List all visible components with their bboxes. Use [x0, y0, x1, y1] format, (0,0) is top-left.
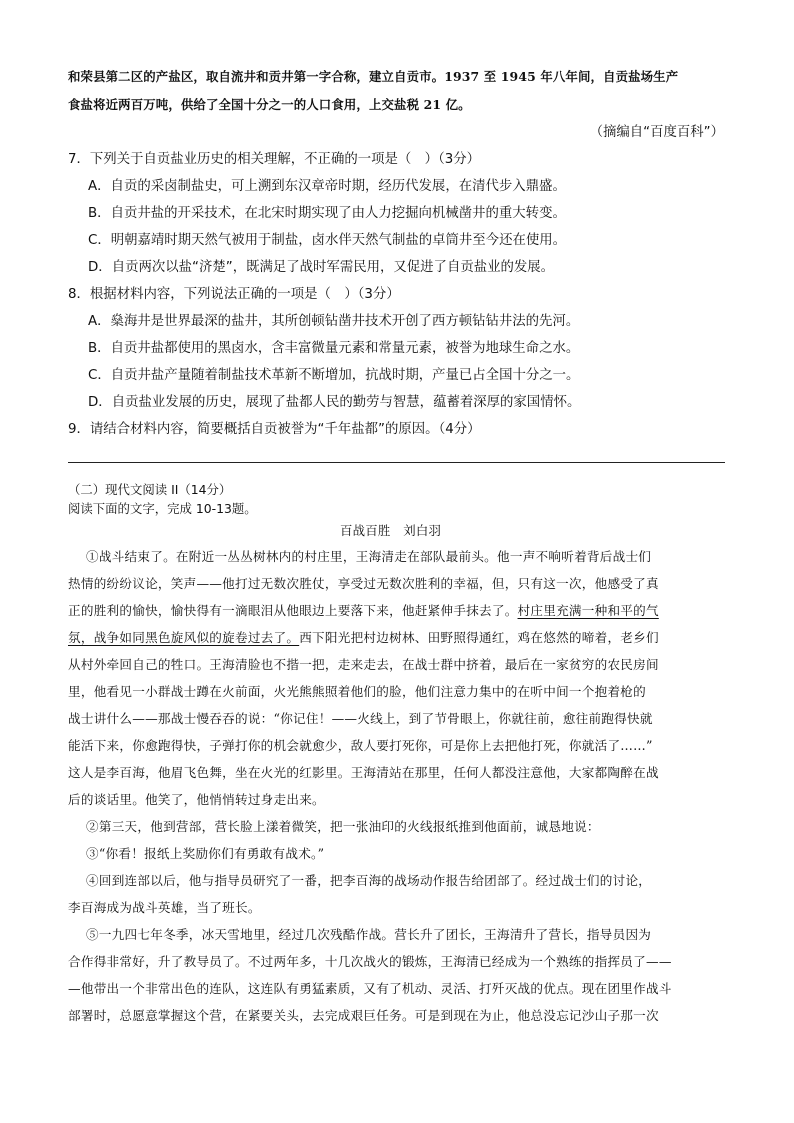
- question-8-option-c: C．自贡井盐产量随着制盐技术革新不断增加，抗战时期，产量已占全国十分之一。: [88, 368, 580, 383]
- paragraph-5-line: 合作得非常好，升了教导员了。不过两年多，十几次战火的锻炼，王海清已经成为一个熟练的指挥员了——: [68, 954, 672, 969]
- section-divider: [68, 462, 725, 463]
- paragraph-5-line: ⑤一九四七年冬季，冰天雪地里，经过几次残酷作战。营长升了团长，王海清升了营长，指导员因为: [86, 927, 652, 942]
- question-9-stem: 9．请结合材料内容，简要概括自贡被誉为“千年盐都”的原因。（4分）: [68, 422, 481, 437]
- paragraph-4-line: 李百海成为战斗英雄，当了班长。: [68, 900, 261, 915]
- paragraph-5-line: —他带出一个非常出色的连队，这连队有勇猛素质，又有了机动、灵活、打歼灭战的优点。现在团里作战斗: [68, 981, 672, 996]
- question-8-option-d: D．自贡盐业发展的历史，展现了盐都人民的勤劳与智慧，蕴蓄着深厚的家国情怀。: [88, 395, 581, 410]
- paragraph-1-line: 后的谈话里。他笑了，他悄悄转过身走出来。: [68, 792, 325, 807]
- paragraph-1-line: 这人是李百海，他眉飞色舞，坐在火光的红影里。王海清站在那里，任何人都没注意他，大家都陶醉在战: [68, 765, 659, 780]
- section-instruction: 阅读下面的文字，完成 10-13题。: [68, 501, 257, 516]
- paragraph-1-line: 热情的纷纷议论，笑声——他打过无数次胜仗，享受过无数次胜利的幸福，但，只有这一次，他感受了真: [68, 576, 659, 591]
- paragraph-1-line: [68, 629, 659, 646]
- question-8-option-a: A．燊海井是世界最深的盐井，其所创顿钻凿井技术开创了西方顿钻钻井法的先河。: [88, 314, 580, 329]
- paragraph-1-line: 里，他看见一小群战士蹲在火前面，火光熊熊照着他们的脸，他们注意力集中的在听中间一个抱着枪的: [68, 684, 646, 699]
- story-title: 百战百胜 刘白羽: [340, 523, 442, 538]
- paragraph-2: ②第三天，他到营部，营长脸上漾着微笑，把一张油印的火线报纸推到他面前，诚恳地说：: [86, 819, 600, 834]
- section-heading: （二）现代文阅读 II（14分）: [68, 482, 232, 497]
- intro-line: 和荣县第二区的产盐区，取自流井和贡井第一字合称，建立自贡市。1937 至 1945 年八年间，自贡盐场生产: [68, 69, 679, 84]
- paragraph-1-line: ①战斗结束了。在附近一丛丛树林内的村庄里，王海清走在部队最前头。他一声不响听着背后战士们: [86, 549, 652, 564]
- paragraph-1-line: 从村外牵回自己的牲口。王海清脸也不揩一把，走来走去，在战士群中挤着，最后在一家贫穷的农民房间: [68, 657, 659, 672]
- paragraph-1-text: 正的胜利的愉快，愉快得有一滴眼泪从他眼边上要落下来，他赶紧伸手抹去了。: [68, 603, 518, 618]
- question-7-stem: 7．下列关于自贡盐业历史的相关理解，不正确的一项是（ ）（3分）: [68, 152, 481, 167]
- paragraph-4-line: ④回到连部以后，他与指导员研究了一番，把李百海的战场动作报告给团部了。经过战士们的讨论，: [86, 873, 652, 888]
- paragraph-5-line: 部署时，总愿意掌握这个营，在紧要关头，去完成艰巨任务。可是到现在为止，他总没忘记沙山子那一次: [68, 1008, 659, 1023]
- question-7-option-a: A．自贡的采卤制盐史，可上溯到东汉章帝时期，经历代发展，在清代步入鼎盛。: [88, 179, 566, 194]
- question-8-stem: 8．根据材料内容，下列说法正确的一项是（ ）（3分）: [68, 287, 400, 302]
- question-7-option-d: D．自贡两次以盐“济楚”，既满足了战时军需民用，又促进了自贡盐业的发展。: [88, 260, 555, 275]
- intro-line: 食盐将近两百万吨，供给了全国十分之一的人口食用，上交盐税 21 亿。: [68, 97, 471, 112]
- question-7-option-b: B．自贡井盐的开采技术，在北宋时期实现了由人力挖掘向机械凿井的重大转变。: [88, 206, 566, 221]
- question-7-option-c: C．明朝嘉靖时期天然气被用于制盐，卤水伴天然气制盐的卓筒井至今还在使用。: [88, 233, 567, 248]
- underlined-sentence: 村庄里充满一种和平的气: [517, 603, 659, 618]
- paragraph-1-text: 西下阳光把村边树林、田野照得通红，鸡在悠然的啼着，老乡们: [299, 630, 659, 645]
- underlined-sentence: 氛，战争如同黑色旋风似的旋卷过去了。: [68, 630, 300, 645]
- paragraph-1-line: 战士讲什么——那战士慢吞吞的说：“你记住！——火线上，到了节骨眼上，你就往前，愈往前跑得快就: [68, 711, 653, 726]
- paragraph-3: ③“你看！报纸上奖励你们有勇敢有战术。”: [86, 846, 325, 861]
- source-citation: （摘编自“百度百科”）: [589, 125, 724, 140]
- question-8-option-b: B．自贡井盐都使用的黑卤水，含丰富微量元素和常量元素，被誉为地球生命之水。: [88, 341, 580, 356]
- paragraph-1-line: 能活下来，你愈跑得快，子弹打你的机会就愈少，敌人要打死你，可是你上去把他打死，你就活了……”: [68, 738, 653, 753]
- paragraph-1-line: [68, 602, 659, 619]
